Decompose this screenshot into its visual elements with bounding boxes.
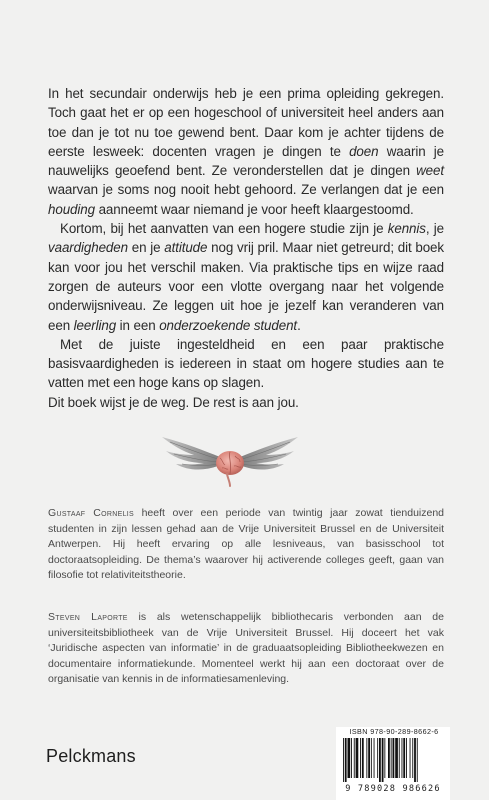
- barcode-bar: [412, 738, 413, 778]
- brain: [216, 451, 244, 486]
- barcode-bar: [348, 738, 351, 778]
- barcode-bar: [402, 738, 403, 778]
- barcode-bar: [384, 738, 385, 778]
- blurb-paragraph-4: Dit boek wijst je de weg. De rest is aan jou.: [48, 394, 299, 410]
- barcode-number: 9 789028 986626: [345, 784, 441, 794]
- publisher-logo: Pelckmans: [46, 746, 136, 766]
- barcode-bar: [368, 738, 370, 778]
- barcode-bar: [371, 738, 372, 778]
- isbn-label: ISBN 978-90-289-8662-6: [349, 727, 439, 736]
- barcode-bar: [360, 738, 361, 778]
- barcode-bar: [395, 738, 398, 778]
- barcode-bar: [417, 738, 418, 782]
- blurb-paragraph-2: Kortom, bij het aanvatten van een hogere studie zijn je kennis, je vaardigheden en je attitude nog vrij pril. Maar niet getreurd; dit boek kan voor jou het verschil maken. Via praktische tips en wijze raad zorgen de auteurs voor een vlotte overgang naar het volgende onderwijsniveau. Ze leggen uit hoe je jezelf kan veranderen van een leerling in een onderzoekende student.: [48, 221, 444, 333]
- barcode-bar: [393, 738, 395, 778]
- barcode-bar: [379, 738, 381, 782]
- barcode-bar: [388, 738, 390, 778]
- blurb-paragraph-1: In het secundair onderwijs heb je een prima opleiding gekregen. Toch gaat het er op een hogeschool of universiteit heel anders aan toe dan je tot nu toe gewend bent. Daar kom je achter tijdens de eerste lesweek: docenten vragen je dingen te doen waarin je nauwelijks geoefend bent. Ze veronderstellen dat je dingen weet waarvan je soms nog nooit hebt gehoord. Ze verlangen dat je een houding aanneemt waar niemand je voor heeft klaargestoomd.: [48, 86, 445, 217]
- blurb-text: [48, 84, 444, 412]
- barcode-bar: [362, 738, 364, 778]
- author-bio-2: Steven Laporte is als wetenschappelijk bibliothecaris verbonden aan de universiteitsbibliotheek van de Vrije Universiteit Brussel. Hij doceert het vak ‘Juridische aspecten van informatie’ in de graduaatsopleiding Bibliotheekwezen en documentaire informatiekunde. Momenteel werkt hij aan een doctoraat over de organisatie van kennis in de informatiesamenleving.: [48, 611, 444, 686]
- blurb-paragraph-3: Met de juiste ingesteldheid en een paar praktische basisvaardigheden is iedereen in staat om hogere studies aan te vatten met een hoge kans op slagen.: [48, 336, 444, 391]
- barcode-bar: [403, 738, 405, 778]
- barcode-bar: [406, 738, 407, 778]
- barcode-bar: [414, 738, 416, 782]
- left-wing: [162, 437, 220, 470]
- barcode-bar: [351, 738, 352, 778]
- barcode-bar: [345, 738, 347, 782]
- barcode-bar: [399, 738, 400, 778]
- barcode-bar: [374, 738, 375, 778]
- barcode-bar: [382, 738, 384, 782]
- author-name: Steven Laporte: [48, 611, 128, 623]
- barcode-bar: [377, 738, 378, 778]
- winged-brain-icon: [160, 433, 300, 491]
- barcode-bar: [391, 738, 392, 778]
- barcode-bar: [366, 738, 367, 778]
- barcode: [342, 738, 446, 782]
- right-wing: [240, 437, 298, 470]
- barcode-bar: [354, 738, 355, 778]
- barcode-bar: [343, 738, 344, 782]
- author-bio-1: Gustaaf Cornelis heeft over een periode van twintig jaar zowat tienduizend studenten in zijn lessen gehad aan de Vrije Universiteit Brussel en de Universiteit Antwerpen. Hij heeft ervaring op alle lesniveaus, van basisschool tot doctoraatsopleiding. De thema’s waarover hij activerende colleges geeft, gaan van filosofie tot relativiteitstheorie.: [48, 507, 445, 582]
- barcode-bar: [410, 738, 411, 778]
- author-name: Gustaaf Cornelis: [48, 507, 134, 519]
- barcode-bar: [356, 738, 359, 778]
